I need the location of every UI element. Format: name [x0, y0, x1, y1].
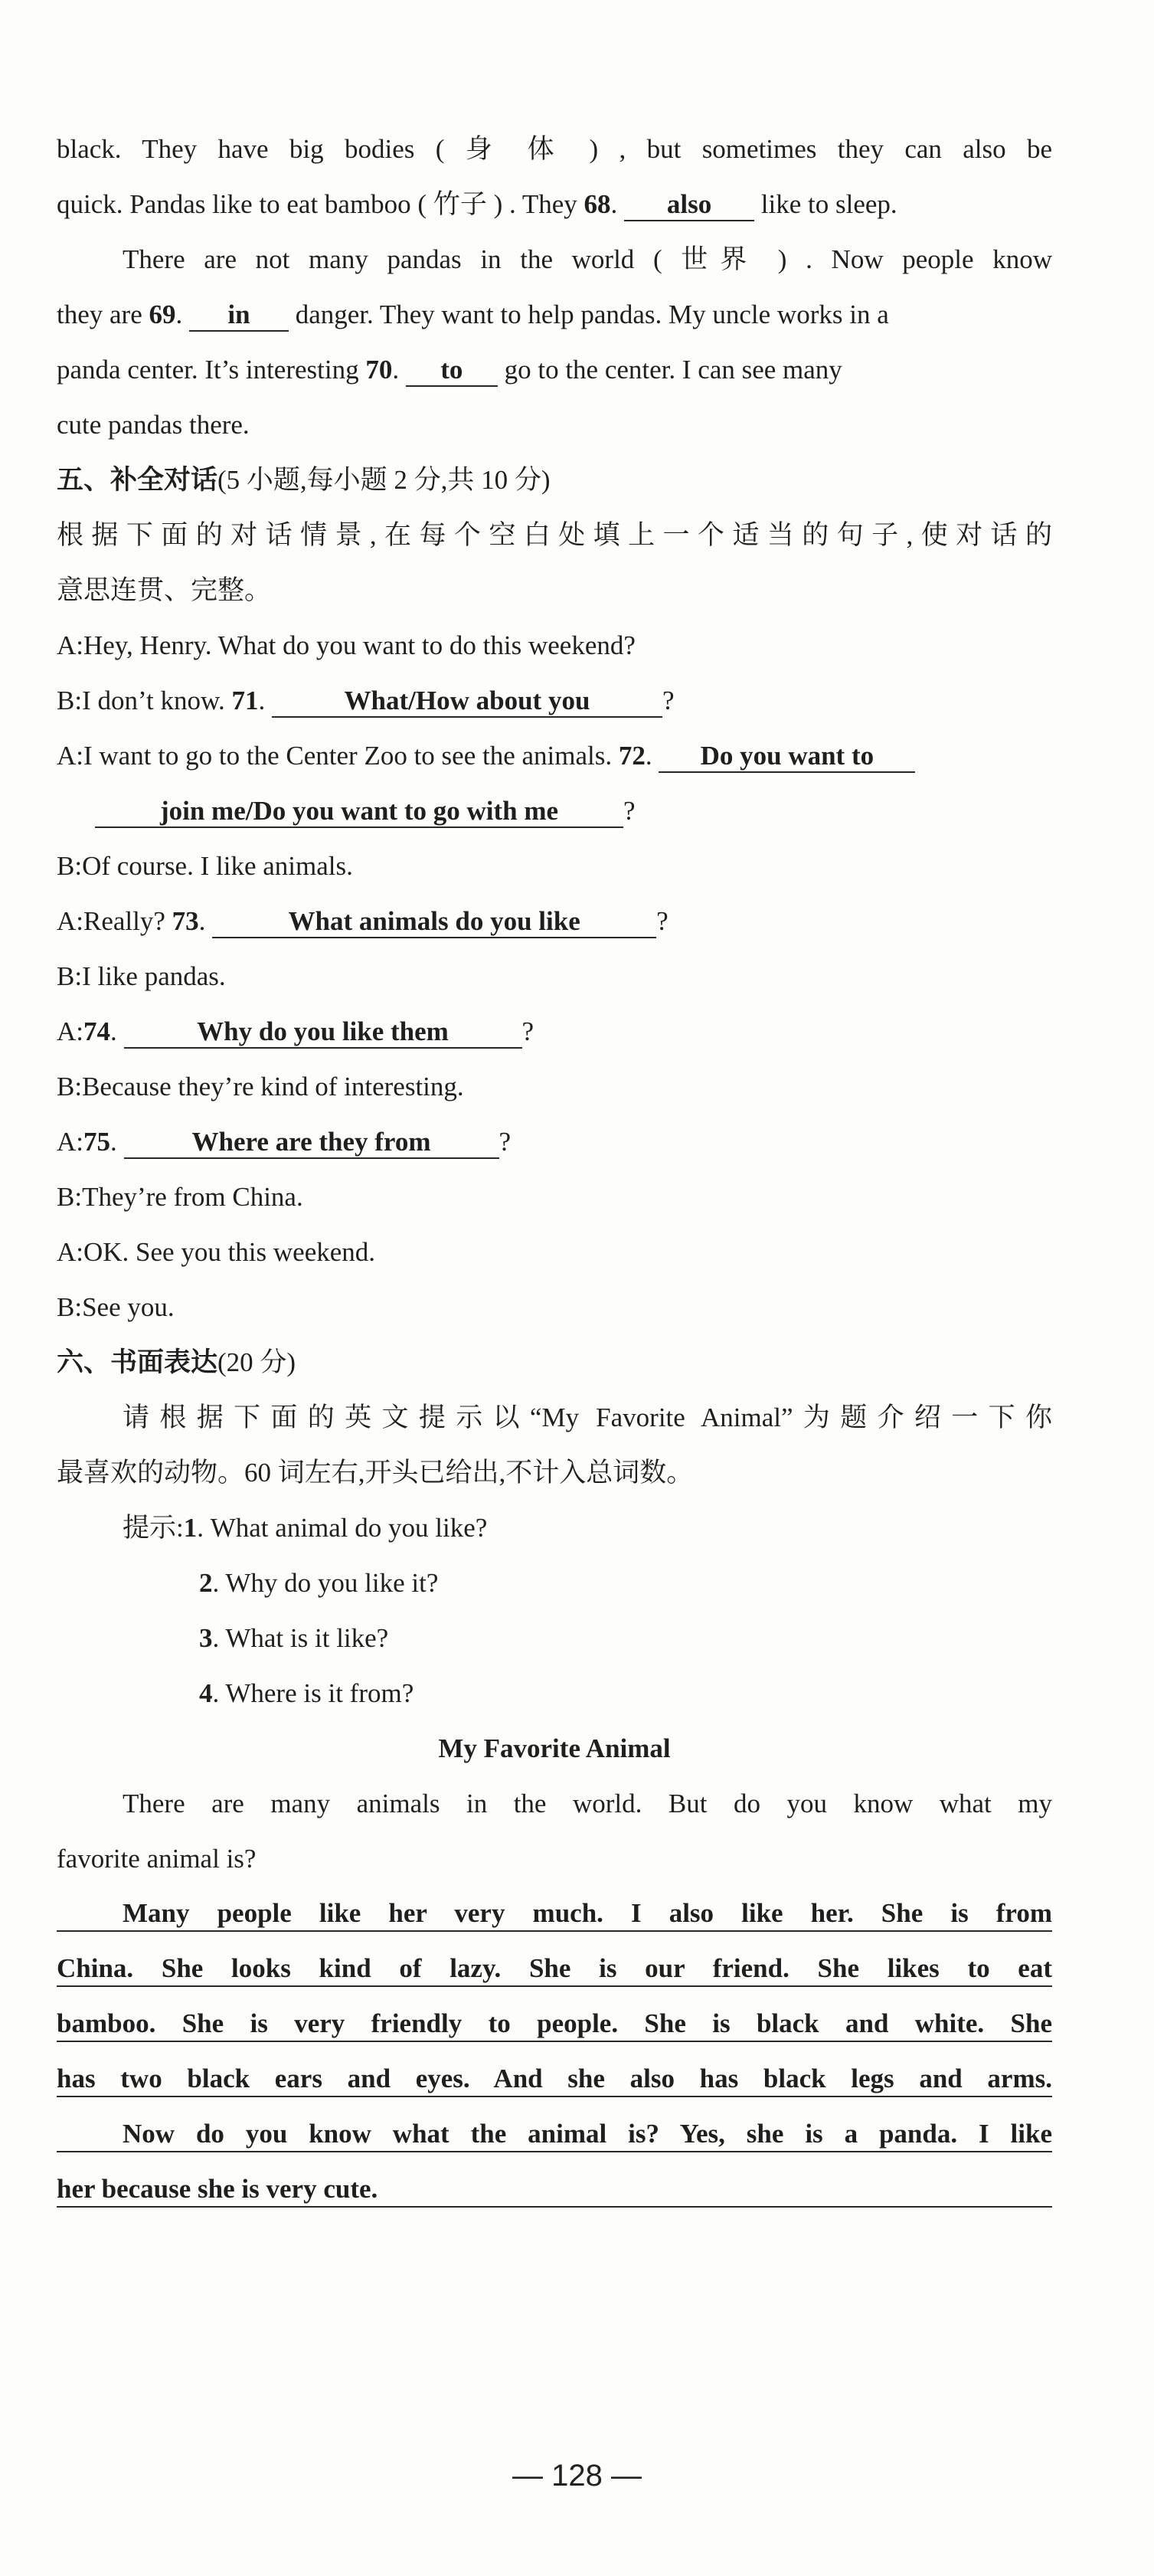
page-number: — 128 —	[512, 2459, 642, 2493]
essay-answer-line-3[interactable]: bamboo. She is very friendly to people. She is black and white. She	[57, 2007, 1052, 2042]
passage-text: they are	[57, 299, 149, 329]
dialogue-line-1: A:Hey, Henry. What do you want to do this weekend?	[57, 630, 636, 660]
dialogue-line-8: B:Because they’re kind of interesting.	[57, 1072, 464, 1101]
dialogue-line-12: B:See you.	[57, 1292, 175, 1322]
passage-text: like to sleep.	[754, 189, 897, 219]
passage-text: go to the center. I can see many	[497, 355, 842, 385]
passage-line-6: cute pandas there.	[57, 410, 250, 440]
hint-number: 1	[183, 1513, 198, 1543]
passage-line-1: black. They have big bodies ( 身 体 ) , but sometimes they can also be	[57, 134, 1052, 164]
answer-blank-68[interactable]: also	[624, 189, 754, 221]
hint-2	[57, 1566, 1154, 1601]
hint-text: . What is it like?	[212, 1623, 389, 1653]
answer-blank-74[interactable]: Why do you like them	[124, 1016, 522, 1049]
hint-text: . What animal do you like?	[197, 1513, 488, 1543]
section-5-heading	[57, 463, 1052, 498]
dialogue-text: A:Really?	[57, 906, 172, 936]
dialogue-line-5: A:Really? 73. What animals do you like ?	[57, 904, 1052, 939]
hint-number: 2	[199, 1568, 213, 1598]
answer-blank-72-part-2[interactable]: join me/Do you want to go with me	[95, 796, 623, 828]
dialogue-line-2: B:I don’t know. 71. What/How about you ?	[57, 683, 1052, 718]
question-mark: ?	[499, 1127, 512, 1157]
section-5-title: 五、补全对话	[57, 465, 218, 495]
dialogue-line-3-continued	[57, 794, 1090, 829]
hint-text: . Why do you like it?	[212, 1568, 439, 1598]
passage-text: panda center. It’s interesting	[57, 355, 366, 385]
question-number-74: 74	[83, 1016, 110, 1046]
dialogue-line-11: A:OK. See you this weekend.	[57, 1237, 376, 1267]
dialogue-line-9: A:75. Where are they from ?	[57, 1124, 1052, 1160]
question-number-68: 68	[584, 189, 611, 219]
answer-blank-72-part-1[interactable]: Do you want to	[659, 741, 915, 773]
passage-line-2: quick. Pandas like to eat bamboo ( 竹子 ) . They 68. also like to sleep.	[57, 187, 1052, 222]
section-6-heading	[57, 1345, 1052, 1380]
dialogue-line-4: B:Of course. I like animals.	[57, 851, 353, 881]
dialogue-line-6: B:I like pandas.	[57, 961, 226, 991]
hint-4	[57, 1676, 1154, 1711]
question-number-70: 70	[365, 355, 393, 385]
question-number-75: 75	[83, 1127, 110, 1157]
dialogue-line-10: B:They’re from China.	[57, 1182, 303, 1212]
hint-number: 4	[199, 1678, 213, 1708]
question-number-72: 72	[618, 741, 646, 771]
essay-intro-2: favorite animal is?	[57, 1844, 257, 1874]
dialogue-text: A:	[57, 1127, 83, 1157]
answer-blank-69[interactable]: in	[189, 299, 289, 332]
question-number-73: 73	[172, 906, 199, 936]
passage-line-5: panda center. It’s interesting 70. to go to the center. I can see many	[57, 352, 1052, 388]
question-number-69: 69	[149, 299, 176, 329]
passage-text: quick. Pandas like to eat bamboo ( 竹子 ) . They	[57, 189, 584, 219]
dialogue-text: A:	[57, 1016, 83, 1046]
essay-answer-line-4[interactable]: has two black ears and eyes. And she also has black legs and arms.	[57, 2062, 1052, 2097]
passage-line-4: they are 69. in danger. They want to help pandas. My uncle works in a	[57, 297, 1052, 332]
section-6-instruction-1: 请根据下面的英文提示以“My Favorite Animal”为题介绍一下你	[123, 1403, 1052, 1432]
section-5-instruction-1: 根据下面的对话情景,在每个空白处填上一个适当的句子,使对话的	[57, 520, 1052, 550]
dialogue-text: B:I don’t know.	[57, 686, 232, 715]
hint-label: 提示:	[123, 1513, 184, 1543]
answer-blank-75[interactable]: Where are they from	[124, 1127, 499, 1159]
hint-text: . Where is it from?	[212, 1678, 414, 1708]
dialogue-text: A:I want to go to the Center Zoo to see the animals.	[57, 741, 619, 771]
section-5-instruction-2: 意思连贯、完整。	[57, 575, 272, 605]
essay-answer-line-1[interactable]: Many people like her very much. I also like her. She is from	[57, 1897, 1052, 1932]
essay-title: My Favorite Animal	[438, 1733, 671, 1763]
answer-blank-71[interactable]: What/How about you	[272, 686, 662, 718]
essay-answer-line-5[interactable]: Now do you know what the animal is? Yes, she is a panda. I like	[57, 2117, 1052, 2152]
question-mark: ?	[656, 906, 669, 936]
section-6-instruction-2: 最喜欢的动物。60 词左右,开头已给出,不计入总词数。	[57, 1458, 694, 1488]
essay-intro-1: There are many animals in the world. But do you know what my	[123, 1789, 1052, 1818]
section-6-note: (20 分)	[217, 1347, 296, 1377]
question-mark: ?	[521, 1016, 535, 1046]
answer-blank-70[interactable]: to	[406, 355, 498, 387]
question-mark: ?	[662, 686, 675, 715]
passage-text: danger. They want to help pandas. My uncle works in a	[288, 299, 889, 329]
answer-blank-73[interactable]: What animals do you like	[212, 906, 656, 938]
section-6-title: 六、书面表达	[57, 1347, 218, 1377]
question-number-71: 71	[231, 686, 259, 715]
question-mark: ?	[623, 796, 636, 826]
hint-3	[57, 1621, 1154, 1656]
passage-line-3: There are not many pandas in the world ( 世界 ) . Now people know	[123, 244, 1052, 274]
hint-1	[57, 1511, 1118, 1546]
section-5-note: (5 小题,每小题 2 分,共 10 分)	[217, 465, 551, 495]
hint-number: 3	[199, 1623, 213, 1653]
dialogue-line-7: A:74. Why do you like them ?	[57, 1014, 1052, 1049]
dialogue-line-3: A:I want to go to the Center Zoo to see the animals. 72. Do you want to	[57, 738, 1052, 774]
essay-answer-line-6[interactable]: her because she is very cute.	[57, 2172, 1052, 2208]
essay-answer-line-2[interactable]: China. She looks kind of lazy. She is our friend. She likes to eat	[57, 1952, 1052, 1987]
